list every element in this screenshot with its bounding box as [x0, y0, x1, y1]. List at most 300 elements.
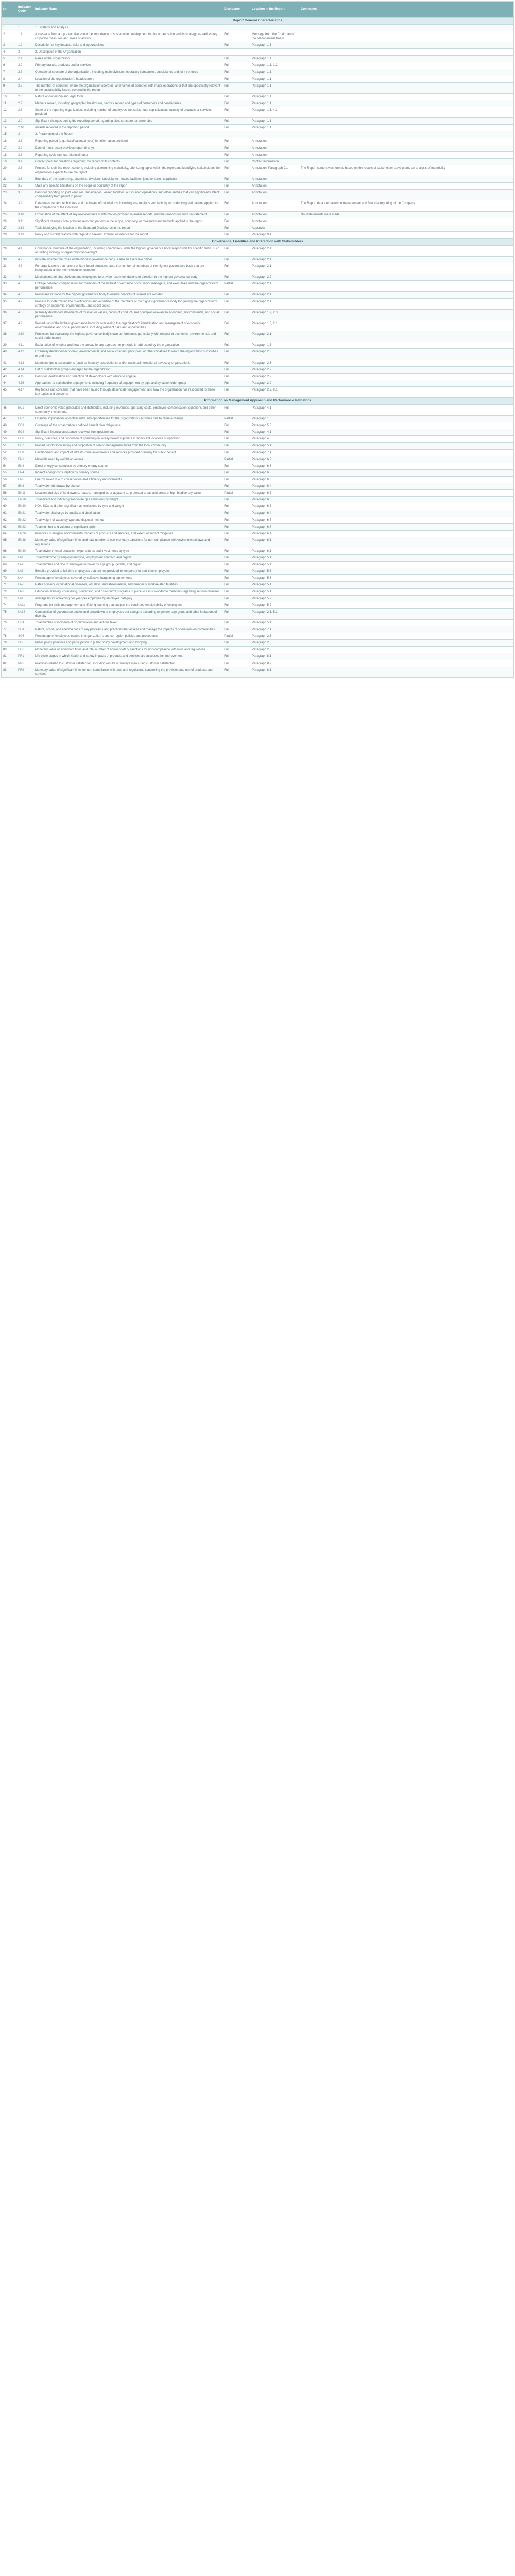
cell-comments: [299, 548, 514, 554]
cell-indicator-name: Materials used by weight or volume: [33, 456, 222, 463]
cell-indicator-code: EC7: [16, 443, 33, 449]
section-title: Report General Characteristics: [2, 18, 514, 25]
table-row: [2, 386, 514, 397]
table-row: [2, 568, 514, 575]
cell-no: 22: [2, 183, 16, 190]
cell-indicator-name: Significant financial assistance received from government: [33, 429, 222, 436]
table-row: [2, 118, 514, 125]
cell-indicator-name: Description of key impacts, risks and opportunities: [33, 42, 222, 49]
cell-indicator-code: 3.9: [16, 200, 33, 211]
cell-no: 69: [2, 568, 16, 575]
cell-comments: [299, 568, 514, 575]
cell-no: 5: [2, 56, 16, 62]
cell-indicator-name: Total number and rate of employee turnover by age group, gender, and region: [33, 562, 222, 568]
cell-no: 74: [2, 602, 16, 608]
cell-indicator-code: 3: [16, 131, 33, 138]
table-row: [2, 131, 514, 138]
cell-comments: No restatements were made: [299, 211, 514, 218]
cell-comments: [299, 620, 514, 626]
cell-disclosure: Full: [222, 595, 250, 602]
cell-no: 76: [2, 620, 16, 626]
table-row: [2, 24, 514, 31]
cell-indicator-code: PR9: [16, 667, 33, 677]
cell-disclosure: Full: [222, 320, 250, 331]
cell-indicator-name: Public policy positions and participation in public policy development and lobbying: [33, 640, 222, 647]
cell-indicator-code: 3.8: [16, 190, 33, 200]
cell-indicator-code: EC3: [16, 422, 33, 429]
cell-no: 83: [2, 667, 16, 677]
cell-indicator-code: EC1: [16, 404, 33, 415]
cell-indicator-name: Coverage of the organization's defined benefit plan obligations: [33, 422, 222, 429]
cell-indicator-code: EN22: [16, 517, 33, 523]
table-row: [2, 575, 514, 582]
cell-comments: [299, 386, 514, 397]
cell-comments: [299, 100, 514, 107]
cell-indicator-name: Benefits provided to full-time employees that are not provided to temporary or part-time employees: [33, 568, 222, 575]
section-header-row: [2, 238, 514, 245]
cell-comments: [299, 42, 514, 49]
cell-disclosure: Full: [222, 31, 250, 42]
cell-disclosure: Full: [222, 667, 250, 677]
cell-indicator-code: EN5: [16, 476, 33, 483]
cell-location: Paragraph 5.1: [250, 443, 299, 449]
cell-indicator-code: SO8: [16, 647, 33, 653]
table-row: [2, 647, 514, 653]
cell-indicator-name: 1. Strategy and Analysis: [33, 24, 222, 31]
cell-indicator-name: Primary brands, products and/or services: [33, 62, 222, 69]
cell-indicator-code: SO5: [16, 640, 33, 647]
table-row: [2, 476, 514, 483]
cell-disclosure: Full: [222, 218, 250, 225]
cell-indicator-code: EN20: [16, 503, 33, 510]
cell-no: 42: [2, 366, 16, 373]
table-row: [2, 200, 514, 211]
cell-location: Annotation, Paragraph 9.1: [250, 165, 299, 176]
cell-location: Paragraph 2.1: [250, 292, 299, 298]
cell-disclosure: Partial: [222, 281, 250, 292]
cell-disclosure: Full: [222, 151, 250, 158]
cell-no: 67: [2, 555, 16, 562]
cell-indicator-code: 4.7: [16, 298, 33, 309]
cell-disclosure: Full: [222, 360, 250, 366]
table-row: [2, 483, 514, 490]
cell-indicator-name: Table identifying the location of the Standard Disclosures in the report: [33, 225, 222, 231]
cell-indicator-code: 1.2: [16, 42, 33, 49]
cell-no: 31: [2, 263, 16, 274]
cell-comments: [299, 517, 514, 523]
cell-no: 52: [2, 449, 16, 456]
cell-no: 4: [2, 49, 16, 56]
cell-disclosure: Full: [222, 256, 250, 263]
cell-indicator-code: PR1: [16, 653, 33, 660]
table-row: [2, 602, 514, 608]
cell-comments: [299, 125, 514, 131]
cell-indicator-code: 3.10: [16, 211, 33, 218]
cell-no: 35: [2, 298, 16, 309]
cell-no: 55: [2, 469, 16, 476]
cell-no: 78: [2, 633, 16, 640]
cell-indicator-code: 2.3: [16, 69, 33, 76]
cell-comments: [299, 320, 514, 331]
cell-comments: [299, 292, 514, 298]
cell-comments: [299, 366, 514, 373]
table-row: [2, 298, 514, 309]
cell-location: Paragraph 4.1: [250, 429, 299, 436]
cell-comments: [299, 145, 514, 151]
cell-indicator-code: 4.10: [16, 331, 33, 342]
cell-indicator-code: EN16: [16, 497, 33, 503]
cell-no: 18: [2, 151, 16, 158]
cell-indicator-code: LA2: [16, 562, 33, 568]
cell-indicator-name: List of stakeholder groups engaged by the organization: [33, 366, 222, 373]
cell-comments: [299, 575, 514, 582]
cell-indicator-code: LA4: [16, 575, 33, 582]
cell-comments: [299, 131, 514, 138]
cell-indicator-name: Composition of governance bodies and breakdown of employees per category according to gender, age group and other indicators of diversity: [33, 608, 222, 619]
table-row: [2, 151, 514, 158]
cell-indicator-code: SO1: [16, 626, 33, 633]
table-row: [2, 530, 514, 537]
cell-disclosure: Full: [222, 640, 250, 647]
cell-indicator-name: Programs for skills management and lifelong learning that support the continued employability of employees: [33, 602, 222, 608]
cell-no: 60: [2, 503, 16, 510]
cell-comments: [299, 93, 514, 100]
cell-disclosure: Full: [222, 523, 250, 530]
table-row: [2, 469, 514, 476]
cell-no: 56: [2, 476, 16, 483]
cell-comments: [299, 497, 514, 503]
cell-no: 9: [2, 82, 16, 93]
cell-location: Paragraph 6.2: [250, 456, 299, 463]
cell-no: 77: [2, 626, 16, 633]
cell-no: 58: [2, 490, 16, 497]
cell-no: 36: [2, 309, 16, 320]
cell-comments: [299, 158, 514, 165]
cell-location: Annotation: [250, 145, 299, 151]
table-row: [2, 145, 514, 151]
cell-location: Annotation: [250, 200, 299, 211]
cell-indicator-name: 2. Description of the Organization: [33, 49, 222, 56]
cell-location: Paragraph 2.1: [250, 298, 299, 309]
cell-comments: [299, 151, 514, 158]
cell-no: 80: [2, 647, 16, 653]
cell-indicator-code: 4.13: [16, 360, 33, 366]
cell-indicator-name: Data measurement techniques and the bases of calculations, including assumptions and techniques underlying estimations applied to the compilation of the indicators: [33, 200, 222, 211]
cell-location: Paragraph 6.1: [250, 548, 299, 554]
cell-comments: [299, 62, 514, 69]
cell-indicator-code: 4.11: [16, 342, 33, 349]
table-row: [2, 69, 514, 76]
cell-no: 17: [2, 145, 16, 151]
cell-indicator-name: Location and size of land owned, leased, managed in, or adjacent to, protected areas and areas of high biodiversity value: [33, 490, 222, 497]
cell-disclosure: Full: [222, 497, 250, 503]
cell-location: Paragraph 1.1: [250, 100, 299, 107]
cell-indicator-name: The number of countries where the organization operates, and names of countries with major operations or that are specifically relevant to the sustainability issues covered in the report: [33, 82, 222, 93]
cell-location: Paragraph 2.3: [250, 647, 299, 653]
cell-indicator-name: Percentage of employees covered by collective bargaining agreements: [33, 575, 222, 582]
cell-no: 14: [2, 125, 16, 131]
cell-disclosure: Full: [222, 342, 250, 349]
cell-no: 20: [2, 165, 16, 176]
cell-indicator-name: Financial implications and other risks and opportunities for the organization's activities due to climate change: [33, 416, 222, 422]
cell-indicator-name: Nature of ownership and legal form: [33, 93, 222, 100]
table-row: [2, 640, 514, 647]
cell-location: Paragraph 2.2: [250, 274, 299, 281]
cell-disclosure: Full: [222, 626, 250, 633]
header-location: Location in the Report: [250, 2, 299, 18]
cell-comments: [299, 281, 514, 292]
cell-no: 47: [2, 416, 16, 422]
table-row: [2, 331, 514, 342]
header-no: №: [2, 2, 16, 18]
cell-comments: [299, 483, 514, 490]
cell-comments: [299, 404, 514, 415]
cell-disclosure: Full: [222, 380, 250, 386]
cell-indicator-name: Average hours of training per year per employee by employee category: [33, 595, 222, 602]
cell-no: 48: [2, 422, 16, 429]
cell-disclosure: Full: [222, 349, 250, 360]
cell-disclosure: Full: [222, 274, 250, 281]
cell-no: 3: [2, 42, 16, 49]
cell-location: Paragraph 5.1: [250, 555, 299, 562]
table-row: [2, 416, 514, 422]
table-row: [2, 93, 514, 100]
cell-no: 10: [2, 93, 16, 100]
cell-disclosure: [222, 131, 250, 138]
cell-indicator-name: Governance structure of the organization, including committees under the highest governance body responsible for specific tasks, such as setting strategy or organizational oversight: [33, 245, 222, 256]
cell-no: 6: [2, 62, 16, 69]
cell-indicator-name: Date of most recent previous report (if any): [33, 145, 222, 151]
cell-disclosure: Full: [222, 653, 250, 660]
cell-disclosure: Full: [222, 530, 250, 537]
table-row: [2, 429, 514, 436]
table-row: [2, 281, 514, 292]
table-row: [2, 42, 514, 49]
cell-indicator-code: 4.3: [16, 263, 33, 274]
cell-disclosure: Full: [222, 93, 250, 100]
cell-no: 34: [2, 292, 16, 298]
cell-indicator-name: Significant changes during the reporting period regarding size, structure, or ownership: [33, 118, 222, 125]
table-row: [2, 555, 514, 562]
cell-comments: [299, 640, 514, 647]
cell-comments: [299, 245, 514, 256]
cell-indicator-code: EN8: [16, 483, 33, 490]
cell-location: Paragraph 6.7: [250, 523, 299, 530]
cell-no: 82: [2, 660, 16, 667]
cell-location: Annotation: [250, 151, 299, 158]
cell-indicator-name: Education, training, counseling, prevention, and risk-control programs in place to assist workforce members regarding serious diseases: [33, 588, 222, 595]
cell-indicator-name: Process for defining report content, including determining materiality, prioritizing topics within the report and identifying stakeholders the organization expects to use the report: [33, 165, 222, 176]
cell-indicator-code: EN23: [16, 523, 33, 530]
cell-disclosure: Full: [222, 510, 250, 517]
cell-indicator-code: 4.15: [16, 373, 33, 380]
cell-location: Paragraph 6.3: [250, 463, 299, 469]
cell-indicator-name: Memberships in associations (such as industry associations) and/or national/international advocacy organizations: [33, 360, 222, 366]
cell-no: 63: [2, 523, 16, 530]
cell-location: Paragraph 2.2, 9.1: [250, 386, 299, 397]
table-row: [2, 165, 514, 176]
cell-comments: [299, 523, 514, 530]
cell-indicator-code: EN26: [16, 530, 33, 537]
cell-indicator-name: NOx, SOx, and other significant air emissions by type and weight: [33, 503, 222, 510]
cell-location: Paragraph 7.1: [250, 626, 299, 633]
cell-indicator-name: Processes for evaluating the highest governance body's own performance, particularly with respect to economic, environmental, and social performance: [33, 331, 222, 342]
cell-indicator-name: Externally developed economic, environmental, and social charters, principles, or other initiatives to which the organization subscribes or endorses: [33, 349, 222, 360]
cell-disclosure: Full: [222, 145, 250, 151]
cell-location: Paragraph 4.1: [250, 404, 299, 415]
cell-disclosure: Full: [222, 575, 250, 582]
cell-location: Paragraph 4.3: [250, 436, 299, 443]
cell-no: 19: [2, 158, 16, 165]
cell-indicator-code: EN4: [16, 469, 33, 476]
cell-disclosure: Full: [222, 476, 250, 483]
cell-location: Paragraph 5.2: [250, 595, 299, 602]
table-row: [2, 274, 514, 281]
cell-no: 68: [2, 562, 16, 568]
cell-comments: The Report content was formed based on the results of stakeholder surveys and an analysis of materiality: [299, 165, 514, 176]
table-row: [2, 349, 514, 360]
cell-comments: [299, 503, 514, 510]
cell-indicator-name: Significant changes from previous reporting periods in the scope, boundary, or measurement methods applied in the report: [33, 218, 222, 225]
cell-comments: [299, 449, 514, 456]
cell-comments: [299, 537, 514, 548]
table-row: [2, 548, 514, 554]
cell-disclosure: Full: [222, 366, 250, 373]
cell-indicator-code: 3.6: [16, 176, 33, 183]
cell-indicator-code: 4.5: [16, 281, 33, 292]
cell-indicator-name: Policy and current practice with regard to seeking external assurance for the report: [33, 231, 222, 238]
cell-indicator-name: Key topics and concerns that have been raised through stakeholder engagement, and how the organization has responded to those key topics and concerns: [33, 386, 222, 397]
table-row: [2, 309, 514, 320]
cell-indicator-name: Explanation of the effect of any re-statements of information provided in earlier reports, and the reasons for such re-statement: [33, 211, 222, 218]
cell-comments: [299, 183, 514, 190]
cell-comments: [299, 626, 514, 633]
cell-location: Paragraph 6.4: [250, 510, 299, 517]
cell-indicator-name: Total weight of waste by type and disposal method: [33, 517, 222, 523]
cell-disclosure: [222, 24, 250, 31]
cell-no: 13: [2, 118, 16, 125]
cell-indicator-name: Indicate whether the Chair of the highest governance body is also an executive officer: [33, 256, 222, 263]
cell-comments: [299, 82, 514, 93]
table-row: [2, 537, 514, 548]
table-row: [2, 342, 514, 349]
cell-no: 25: [2, 211, 16, 218]
cell-disclosure: Full: [222, 555, 250, 562]
cell-location: Paragraph 6.5: [250, 490, 299, 497]
cell-disclosure: Full: [222, 200, 250, 211]
cell-no: 1: [2, 24, 16, 31]
cell-location: Paragraph 2.3: [250, 349, 299, 360]
cell-location: Annotation: [250, 176, 299, 183]
cell-indicator-code: 1.1: [16, 31, 33, 42]
cell-indicator-code: EC4: [16, 429, 33, 436]
cell-indicator-code: 3.11: [16, 218, 33, 225]
cell-no: 11: [2, 100, 16, 107]
cell-location: Paragraph 1.1: [250, 76, 299, 82]
table-row: [2, 263, 514, 274]
cell-indicator-name: Monetary value of significant fines for non-compliance with laws and regulations concerning the provision and use of products and services: [33, 667, 222, 677]
cell-indicator-name: Boundary of the report (e.g., countries, divisions, subsidiaries, leased facilities, joint ventures, suppliers): [33, 176, 222, 183]
cell-no: 43: [2, 373, 16, 380]
table-row: [2, 82, 514, 93]
table-body: [2, 18, 514, 678]
cell-indicator-name: Reporting period (e.g., fiscal/calendar year) for information provided: [33, 138, 222, 145]
cell-location: Paragraph 8.1: [250, 667, 299, 677]
table-row: [2, 292, 514, 298]
cell-indicator-name: Policy, practices, and proportion of spending on locally-based suppliers at significant locations of operation: [33, 436, 222, 443]
table-row: [2, 76, 514, 82]
cell-comments: [299, 263, 514, 274]
cell-disclosure: Full: [222, 647, 250, 653]
cell-no: 30: [2, 256, 16, 263]
cell-comments: [299, 469, 514, 476]
table-row: [2, 211, 514, 218]
cell-location: Paragraph 7.1: [250, 449, 299, 456]
table-row: [2, 626, 514, 633]
cell-comments: [299, 422, 514, 429]
cell-disclosure: Full: [222, 225, 250, 231]
cell-indicator-code: 3.4: [16, 158, 33, 165]
cell-location: Annotation: [250, 211, 299, 218]
cell-disclosure: Partial: [222, 416, 250, 422]
cell-indicator-code: 4.2: [16, 256, 33, 263]
cell-indicator-code: 3.1: [16, 138, 33, 145]
cell-indicator-code: 4.16: [16, 380, 33, 386]
cell-disclosure: [222, 49, 250, 56]
cell-indicator-name: Markets served, including geographic breakdown, sectors served and types of customers and beneficiaries: [33, 100, 222, 107]
cell-indicator-name: Name of the organization: [33, 56, 222, 62]
cell-location: Paragraph 2.2: [250, 380, 299, 386]
cell-indicator-code: 2.9: [16, 118, 33, 125]
cell-disclosure: Full: [222, 176, 250, 183]
cell-indicator-name: A message from a top executive about the importance of sustainable development for the organization and its strategy, as well as key corporate measures and areas of activity: [33, 31, 222, 42]
cell-location: Paragraph 6.1: [250, 537, 299, 548]
cell-location: Paragraph 1.1: [250, 125, 299, 131]
cell-disclosure: Full: [222, 582, 250, 588]
cell-indicator-name: Indirect energy consumption by primary source: [33, 469, 222, 476]
table-row: [2, 256, 514, 263]
cell-indicator-code: EN21: [16, 510, 33, 517]
cell-comments: [299, 190, 514, 200]
cell-disclosure: Full: [222, 158, 250, 165]
cell-disclosure: Full: [222, 548, 250, 554]
cell-comments: [299, 582, 514, 588]
cell-location: Paragraph 1.3: [250, 342, 299, 349]
cell-location: Paragraph 5.1: [250, 620, 299, 626]
cell-no: 44: [2, 380, 16, 386]
cell-indicator-name: For organizations that have a unitary board structure, state the number of members of the highest governance body that are independent and/or non-executive members: [33, 263, 222, 274]
cell-disclosure: Full: [222, 292, 250, 298]
cell-indicator-name: 3. Parameters of the Report: [33, 131, 222, 138]
cell-location: Paragraph 6.1: [250, 530, 299, 537]
cell-location: Appendix: [250, 225, 299, 231]
cell-disclosure: Full: [222, 620, 250, 626]
cell-disclosure: Full: [222, 537, 250, 548]
table-row: [2, 517, 514, 523]
cell-comments: The Report data are based on management and financial reporting of the Company: [299, 200, 514, 211]
cell-indicator-code: 4.9: [16, 320, 33, 331]
header-indicator-code: Indicator Code: [16, 2, 33, 18]
cell-disclosure: Full: [222, 82, 250, 93]
cell-location: Paragraph 6.3: [250, 469, 299, 476]
cell-indicator-code: PR5: [16, 660, 33, 667]
cell-indicator-name: Awards received in the reporting period: [33, 125, 222, 131]
cell-comments: [299, 56, 514, 62]
cell-disclosure: Full: [222, 517, 250, 523]
cell-comments: [299, 373, 514, 380]
cell-comments: [299, 602, 514, 608]
cell-indicator-code: LA13: [16, 608, 33, 619]
